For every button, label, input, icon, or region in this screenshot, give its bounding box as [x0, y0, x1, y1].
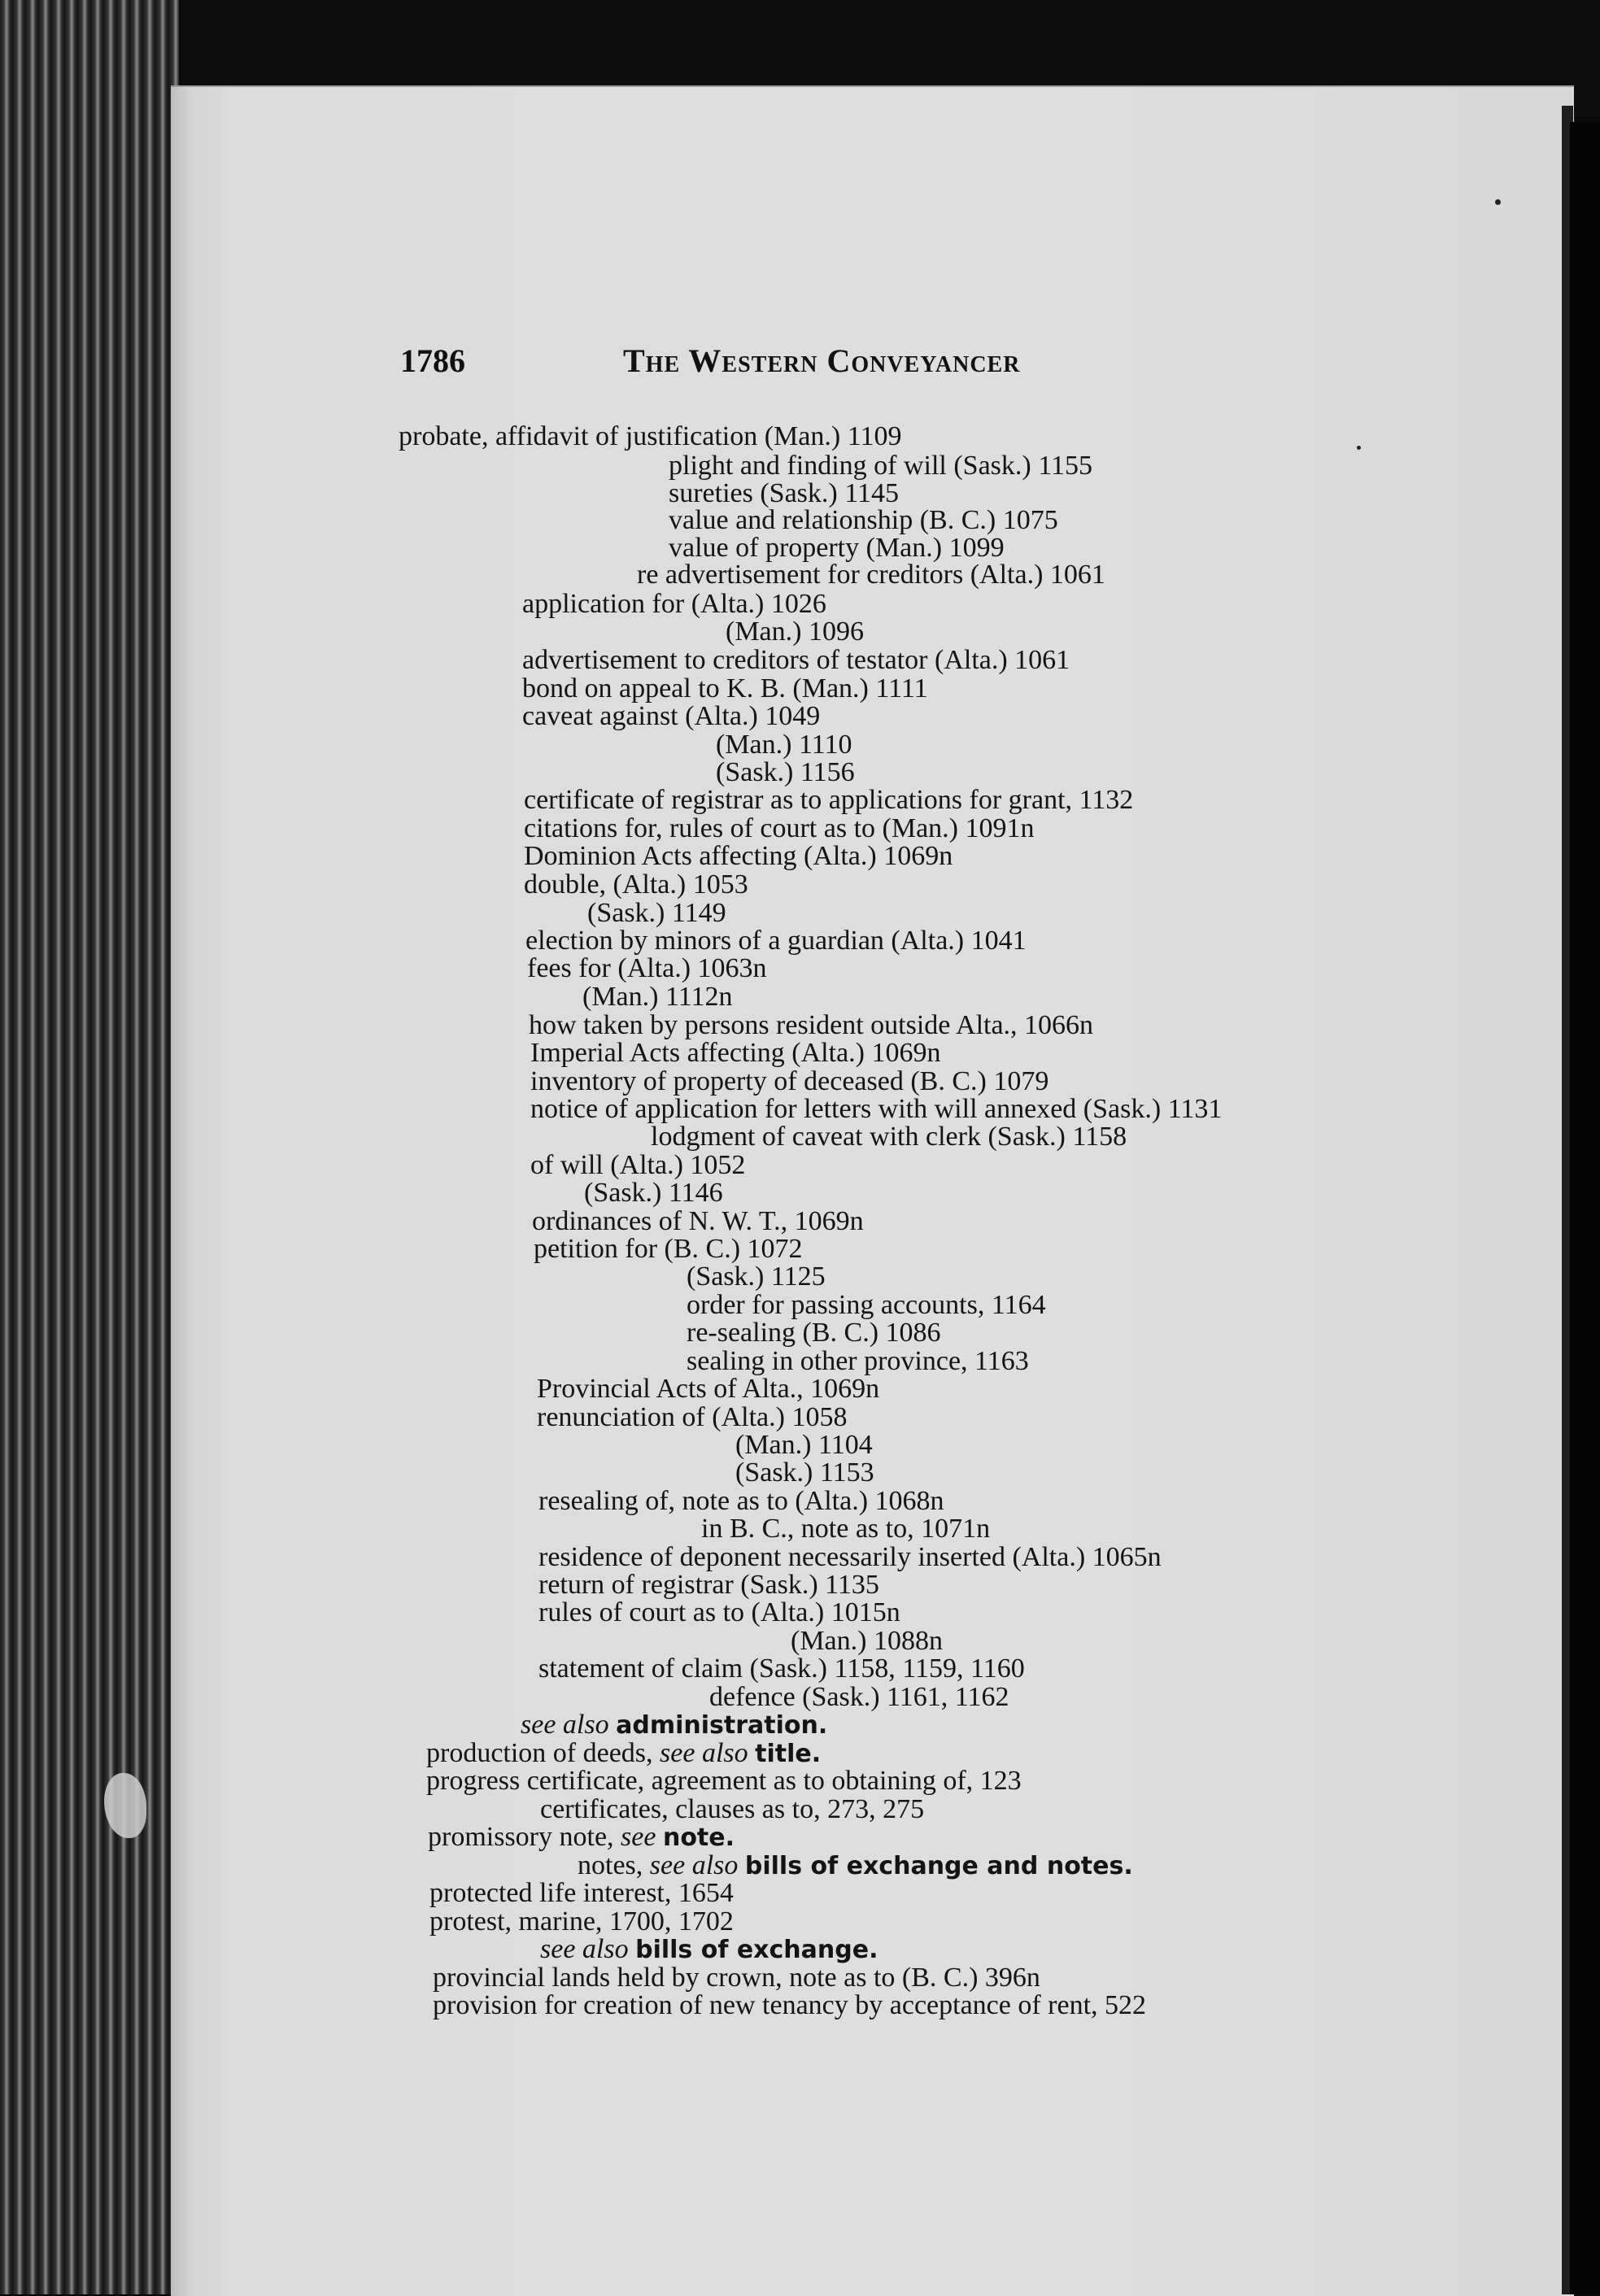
index-line: application for (Alta.) 1026 [522, 589, 826, 619]
scan-border [1570, 122, 1600, 2294]
cross-reference: bills of exchange. [635, 1936, 878, 1964]
index-line: (Man.) 1104 [735, 1430, 873, 1460]
cross-reference: bills of exchange and notes. [744, 1852, 1133, 1880]
index-line: progress certificate, agreement as to obtaining of, 123 [426, 1766, 1022, 1796]
see-also-label: see also [540, 1934, 629, 1964]
index-line: return of registrar (Sask.) 1135 [538, 1570, 879, 1600]
cross-reference: administration. [616, 1711, 828, 1740]
index-line: election by minors of a guardian (Alta.) 1041 [525, 926, 1027, 956]
index-line: certificates, clauses as to, 273, 275 [540, 1794, 925, 1824]
see-also-label: see also [521, 1710, 609, 1740]
index-line: value of property (Man.) 1099 [669, 533, 1005, 563]
index-line: lodgment of caveat with clerk (Sask.) 1158 [651, 1122, 1127, 1152]
index-line: (Sask.) 1153 [735, 1457, 874, 1488]
index-line: (Sask.) 1146 [584, 1178, 723, 1208]
cross-reference: title. [755, 1740, 822, 1768]
index-line: value and relationship (B. C.) 1075 [669, 505, 1058, 535]
speck [1495, 199, 1501, 205]
index-line: (Sask.) 1125 [687, 1261, 826, 1292]
index-line: (Sask.) 1149 [587, 898, 726, 928]
index-line: production of deeds, see also title. [426, 1738, 822, 1768]
index-line: (Man.) 1088n [791, 1626, 943, 1656]
index-line: resealing of, note as to (Alta.) 1068n [538, 1486, 944, 1516]
index-line: statement of claim (Sask.) 1158, 1159, 1160 [538, 1653, 1025, 1684]
cross-reference: note. [662, 1823, 735, 1852]
index-line: inventory of property of deceased (B. C.) 1079 [530, 1066, 1049, 1096]
index-line: petition for (B. C.) 1072 [534, 1234, 803, 1264]
index-line: provision for creation of new tenancy by acceptance of rent, 522 [433, 1990, 1147, 2020]
see-also-label: see also [660, 1738, 748, 1768]
index-line: how taken by persons resident outside Alta., 1066n [529, 1010, 1094, 1040]
index-line: renunciation of (Alta.) 1058 [537, 1402, 848, 1432]
index-line: in B. C., note as to, 1071n [701, 1514, 991, 1544]
index-line: (Sask.) 1156 [716, 757, 855, 787]
index-line [540, 1936, 878, 1963]
index-line: rules of court as to (Alta.) 1015n [538, 1597, 900, 1627]
index-line: Provincial Acts of Alta., 1069n [537, 1374, 880, 1404]
index-line: ordinances of N. W. T., 1069n [532, 1206, 864, 1236]
index-line: sureties (Sask.) 1145 [669, 478, 899, 508]
index-line: certificate of registrar as to applications for grant, 1132 [524, 785, 1134, 815]
index-line: promissory note, see note. [428, 1822, 735, 1852]
index-line: probate, affidavit of justification (Man.) 1109 [399, 421, 902, 451]
index-line: bond on appeal to K. B. (Man.) 1111 [522, 673, 928, 704]
index-line: plight and finding of will (Sask.) 1155 [669, 451, 1092, 481]
see-label: see [621, 1822, 656, 1852]
index-line: (Man.) 1096 [726, 616, 864, 647]
page-number: 1786 [400, 342, 465, 379]
index-line: (Man.) 1112n [582, 982, 733, 1012]
speck [1357, 446, 1361, 450]
index-line: provincial lands held by crown, note as to (B. C.) 396n [433, 1963, 1040, 1993]
index-line: of will (Alta.) 1052 [530, 1150, 746, 1180]
index-line: fees for (Alta.) 1063n [527, 953, 767, 983]
index-line: protected life interest, 1654 [429, 1878, 734, 1908]
index-line [521, 1711, 827, 1739]
index-line: notes, see also bills of exchange and notes. [578, 1850, 1133, 1880]
index-line: caveat against (Alta.) 1049 [522, 701, 821, 731]
index-line: Dominion Acts affecting (Alta.) 1069n [524, 841, 953, 871]
index-line: sealing in other province, 1163 [687, 1346, 1029, 1376]
index-line: advertisement to creditors of testator (Alta.) 1061 [522, 645, 1070, 675]
index-line: defence (Sask.) 1161, 1162 [709, 1682, 1009, 1712]
index-line: re advertisement for creditors (Alta.) 1061 [637, 560, 1105, 590]
index-line: double, (Alta.) 1053 [524, 869, 748, 900]
see-also-label: see also [649, 1850, 739, 1880]
index-line: protest, marine, 1700, 1702 [429, 1906, 734, 1937]
index-line: notice of application for letters with will annexed (Sask.) 1131 [530, 1094, 1223, 1124]
index-line: citations for, rules of court as to (Man.) 1091n [524, 813, 1035, 843]
page-header [0, 342, 1600, 390]
running-title: The Western Conveyancer [623, 342, 1021, 379]
index-line: re-sealing (B. C.) 1086 [687, 1318, 941, 1348]
index-line: residence of deponent necessarily inserted (Alta.) 1065n [538, 1542, 1162, 1572]
index-line: (Man.) 1110 [716, 730, 852, 760]
index-line: order for passing accounts, 1164 [687, 1290, 1046, 1320]
index-line: Imperial Acts affecting (Alta.) 1069n [530, 1038, 941, 1068]
